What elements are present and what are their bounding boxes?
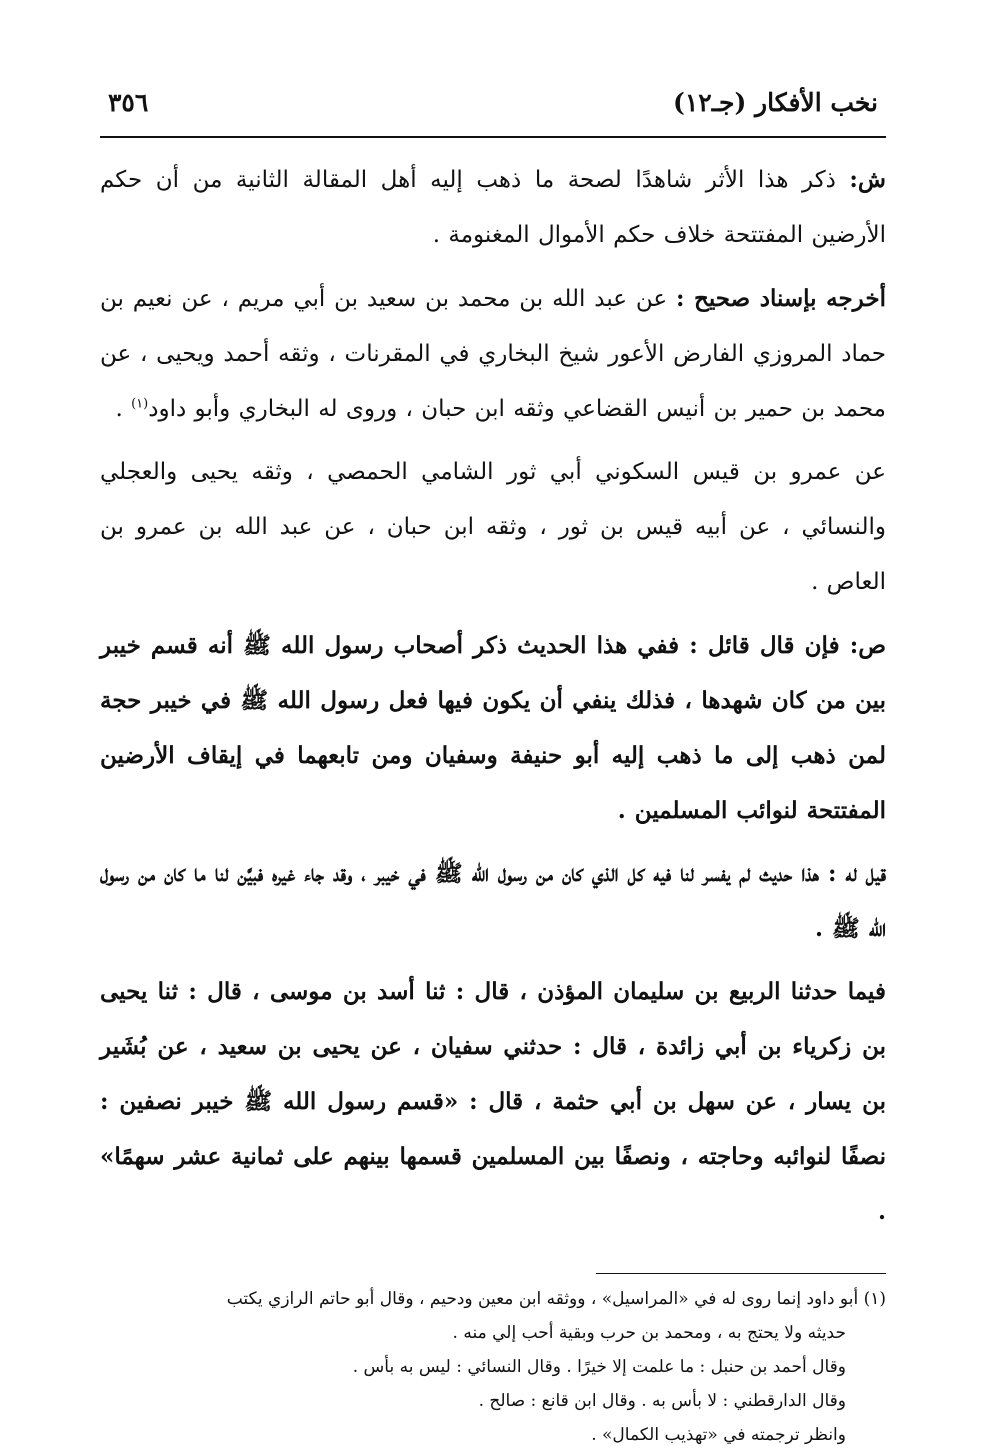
- footnotes: [100, 1282, 886, 1452]
- document-page: [100, 88, 886, 1452]
- header-rule: [100, 136, 886, 138]
- paragraph-text: فإن قال قائل : ففي هذا الحديث ذكر أصحاب رسول الله ﷺ أنه قسم خيبر بين من كان شهدها ، فذلك ينفي أن يكون فيها فعل رسول الله ﷺ في خيبر حجة لمن ذهب إلى ما ذهب إليه أبو حنيفة وسفيان ومن تابعهما في إيقاف الأرضين المفتتحة لنوائب المسلمين .: [100, 632, 886, 824]
- paragraph-matn-2: [100, 846, 886, 956]
- paragraph-tail: .: [115, 396, 132, 422]
- paragraph-isnad-continued: [100, 445, 886, 610]
- paragraph-matn-3: [100, 964, 886, 1239]
- paragraph-isnad: [100, 271, 886, 437]
- paragraph-text: قيل له : هذا حديث لم يفسر لنا فيه كل الذي كان من رسول الله ﷺ في خيبر ، وقد جاء غيره فبيَّن لنا ما كان من رسول الله ﷺ .: [100, 860, 886, 942]
- page-number: ٣٥٦: [108, 88, 149, 117]
- paragraph-text: ذكر هذا الأثر شاهدًا لصحة ما ذهب إليه أهل المقالة الثانية من أن حكم الأرضين المفتتحة خلاف حكم الأموال المغنومة .: [100, 167, 886, 248]
- paragraph-text: فيما حدثنا الربيع بن سليمان المؤذن ، قال : ثنا أسد بن موسى ، قال : ثنا يحيى بن زكرياء بن أبي زائدة ، قال : حدثني سفيان ، عن يحيى بن سعيد ، عن بُشَير بن يسار ، عن سهل بن أبي حثمة ، قال : «قسم رسول الله ﷺ خيبر نصفين : نصفًا لنوائبه وحاجته ، ونصفًا بين المسلمين قسمها بينهم على ثمانية عشر سهمًا» .: [100, 978, 886, 1225]
- footnote-line: وقال أحمد بن حنبل : ما علمت إلا خيرًا . وقال النسائي : ليس به بأس .: [352, 1357, 846, 1377]
- paragraph-sharh-1: [100, 152, 886, 263]
- paragraph-lead: ص:: [849, 632, 886, 659]
- footnote-reference[interactable]: (١): [131, 396, 149, 412]
- footnote-line: وقال الدارقطني : لا بأس به . وقال ابن قانع : صالح .: [478, 1391, 846, 1411]
- footnote-separator: [596, 1273, 886, 1274]
- footnote-line: (١) أبو داود إنما روى له في «المراسيل» ، ووثقه ابن معين ودحيم ، وقال أبو حاتم الرازي يكتب: [226, 1289, 886, 1309]
- paragraph-text: عن عمرو بن قيس السكوني أبي ثور الشامي الحمصي ، وثقه يحيى والعجلي والنسائي ، عن أبيه قيس بن ثور ، وثقه ابن حبان ، عن عبد الله بن عمرو بن العاص .: [100, 459, 886, 595]
- page-header: [100, 88, 886, 136]
- footnote-line: وانظر ترجمته في «تهذيب الكمال» .: [591, 1425, 846, 1445]
- paragraph-lead: ش:: [849, 166, 886, 193]
- paragraph-matn-1: [100, 618, 886, 838]
- main-text: [100, 152, 886, 1239]
- footnote-line: حديثه ولا يحتج به ، ومحمد بن حرب وبقية أحب إلي منه .: [452, 1323, 846, 1343]
- book-title: نخب الأفكار (جـ١٢): [672, 88, 878, 117]
- paragraph-lead: أخرجه بإسناد صحيح :: [675, 285, 886, 312]
- paragraph-text: عن عبد الله بن محمد بن سعيد بن أبي مريم ، عن نعيم بن حماد المروزي الفارض الأعور شيخ البخاري في المقرنات ، وثقه أحمد ويحيى ، عن محمد بن حمير بن أنيس القضاعي وثقه ابن حبان ، وروى له البخاري وأبو داود: [100, 286, 886, 422]
